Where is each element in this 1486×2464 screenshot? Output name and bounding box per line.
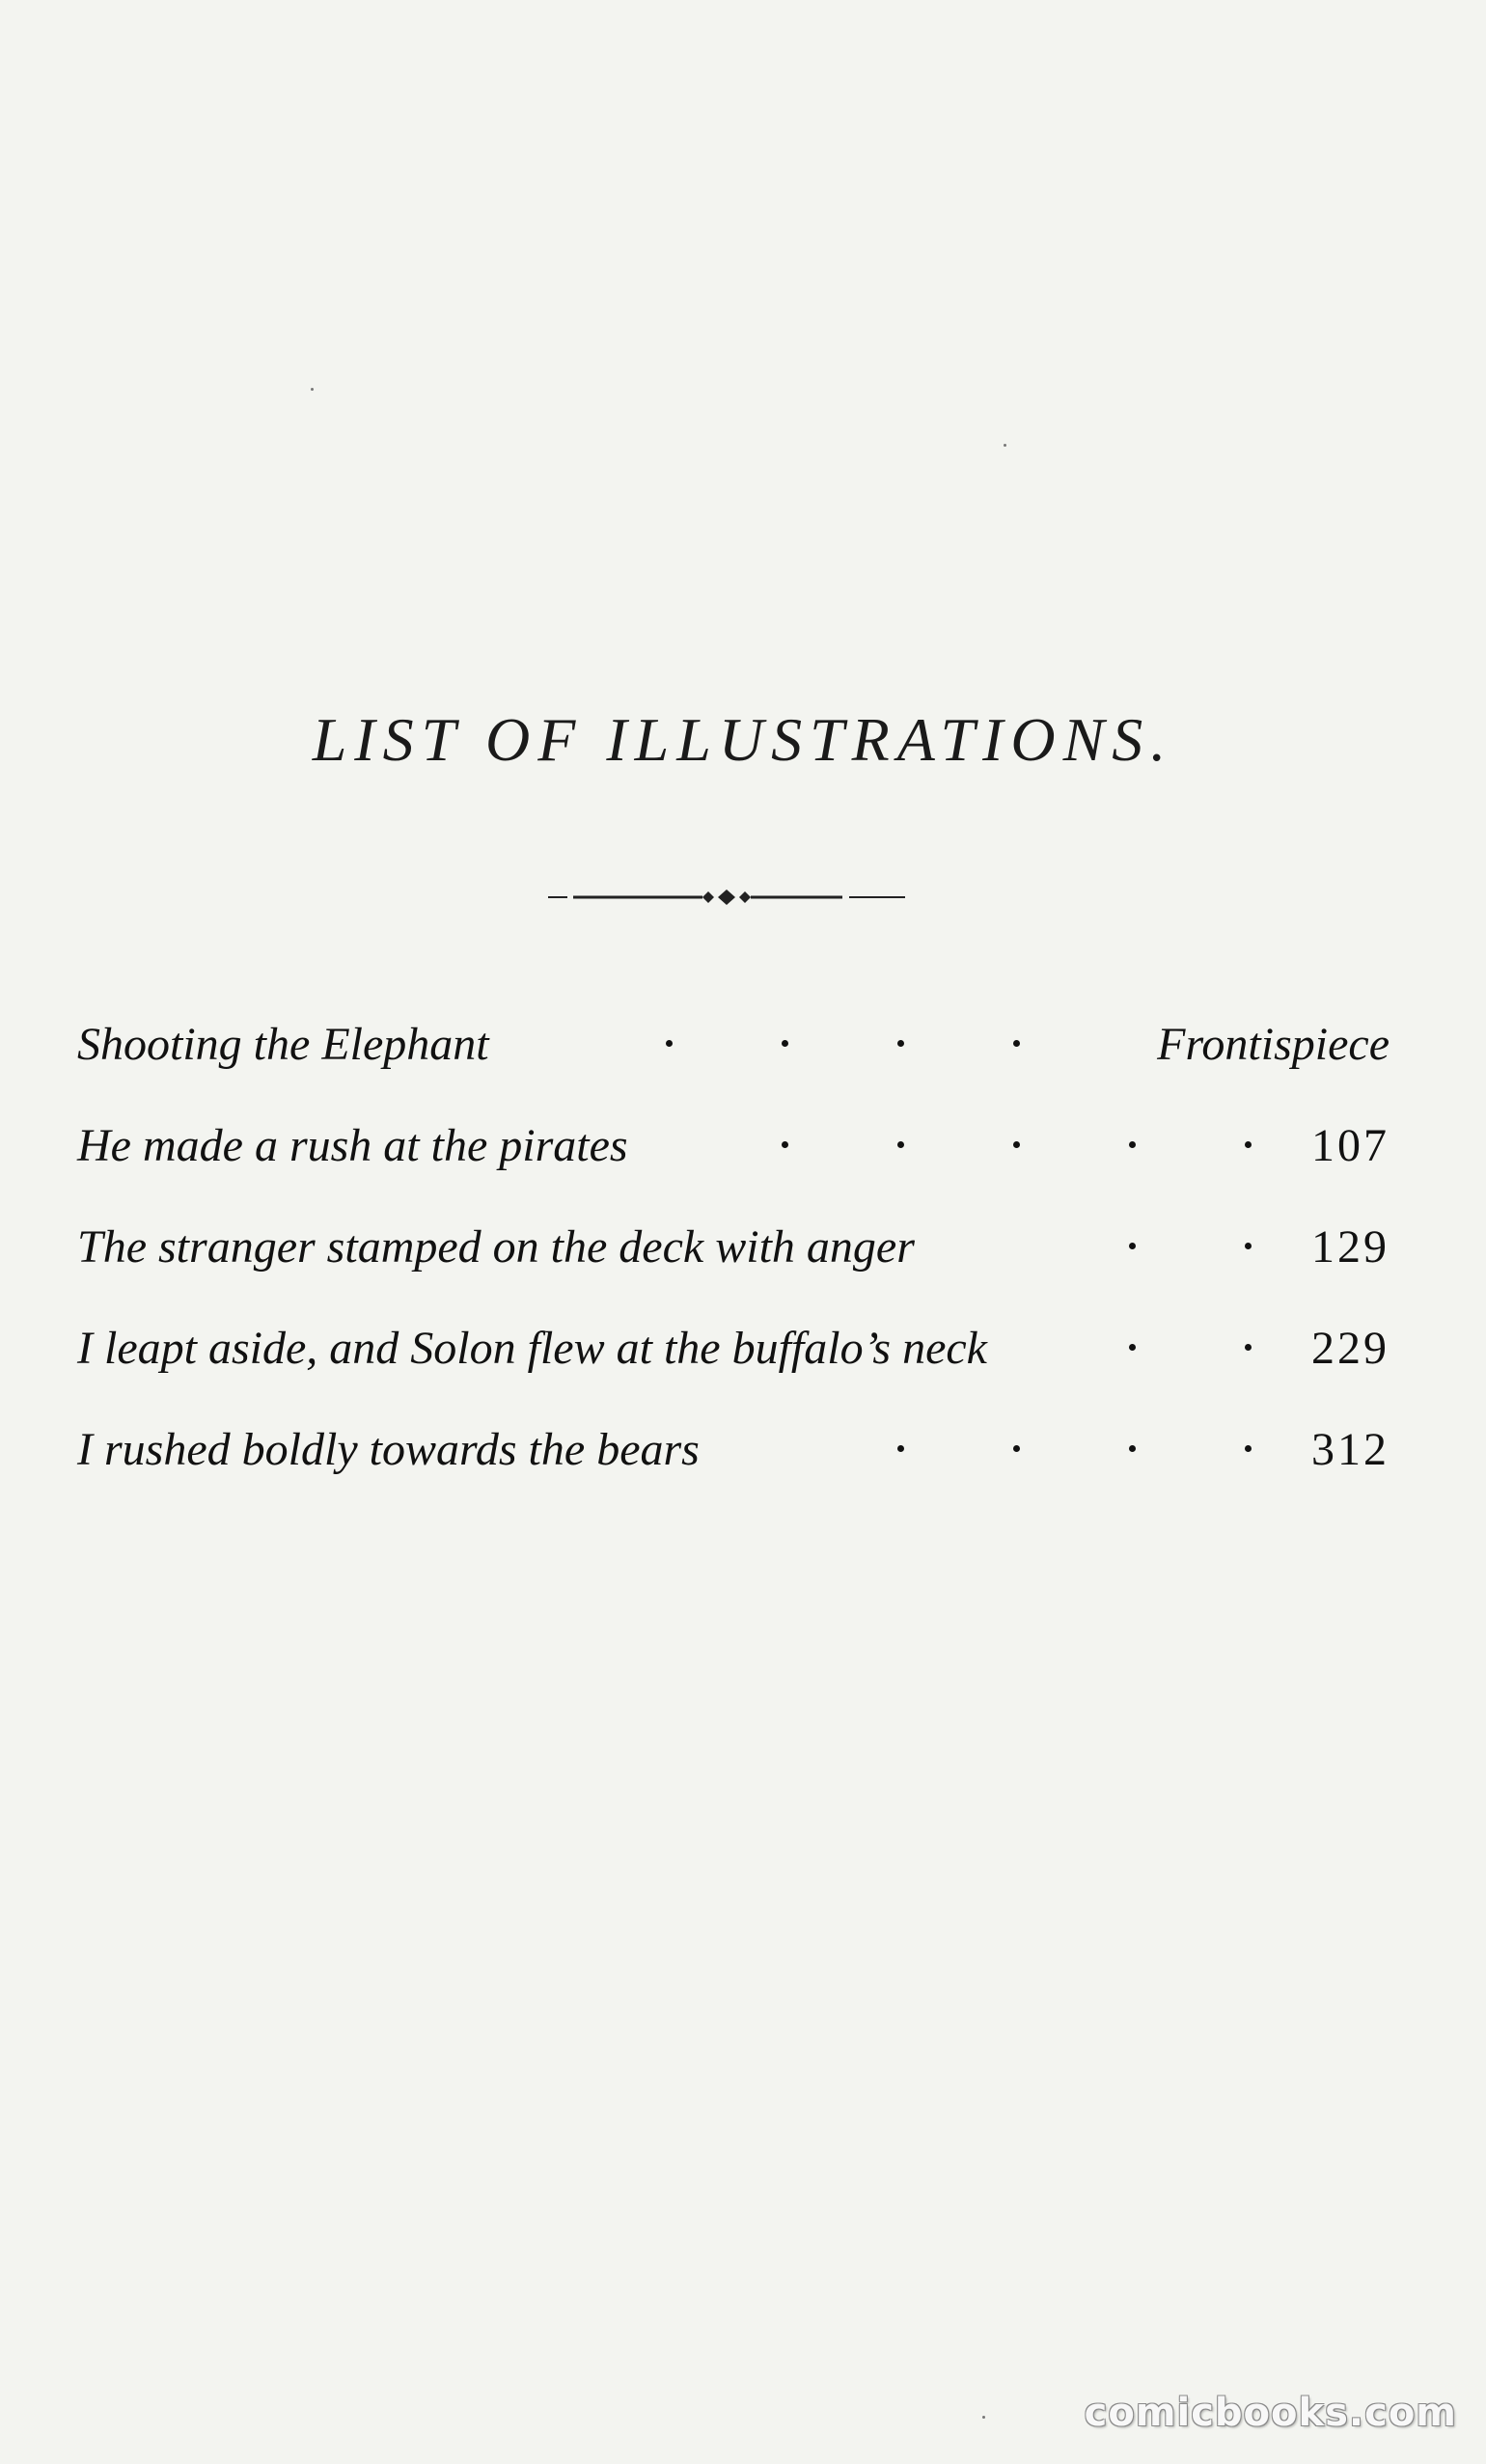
toc-entry-title: Shooting the Elephant (77, 1019, 489, 1070)
watermark-logo: comicbooks.com (1084, 2391, 1457, 2435)
leader-dot (1013, 1040, 1020, 1047)
ornament-divider (548, 878, 905, 917)
leader-dot (1129, 1445, 1136, 1452)
toc-entry (77, 1298, 1390, 1399)
leader-dot (1129, 1243, 1136, 1249)
toc-entry-title: The stranger stamped on the deck with anger (77, 1221, 915, 1273)
print-speck (982, 2416, 985, 2419)
illustrations-list (77, 994, 1390, 1500)
leader-dot (782, 1141, 788, 1148)
toc-entry-page: 312 (1311, 1424, 1390, 1475)
toc-entry-page: Frontispiece (1157, 1019, 1390, 1070)
leader-dot (666, 1040, 673, 1047)
leader-dot (1129, 1344, 1136, 1351)
toc-entry-title: He made a rush at the pirates (77, 1120, 628, 1171)
leader-dot (897, 1445, 904, 1452)
leader-dot (1129, 1141, 1136, 1148)
toc-entry-page: 107 (1311, 1120, 1390, 1171)
print-speck (1004, 444, 1006, 447)
leader-dot (1013, 1445, 1020, 1452)
toc-entry (77, 1196, 1390, 1298)
leader-dot (1013, 1141, 1020, 1148)
toc-entry-page: 129 (1311, 1221, 1390, 1273)
leader-dot (782, 1040, 788, 1047)
page-title: LIST OF ILLUSTRATIONS. (312, 705, 1174, 774)
toc-entry (77, 994, 1390, 1095)
toc-entry-page: 229 (1311, 1323, 1390, 1374)
print-speck (311, 388, 314, 391)
leader-dot (1245, 1141, 1252, 1148)
leader-dot (897, 1141, 904, 1148)
leader-dot (1245, 1445, 1252, 1452)
toc-entry-title: I rushed boldly towards the bears (77, 1424, 700, 1475)
leader-dot (1245, 1344, 1252, 1351)
leader-dot (897, 1040, 904, 1047)
toc-entry (77, 1399, 1390, 1500)
toc-entry (77, 1095, 1390, 1196)
leader-dot (1245, 1243, 1252, 1249)
toc-entry-title: I leapt aside, and Solon flew at the buffalo’s neck (77, 1323, 987, 1374)
